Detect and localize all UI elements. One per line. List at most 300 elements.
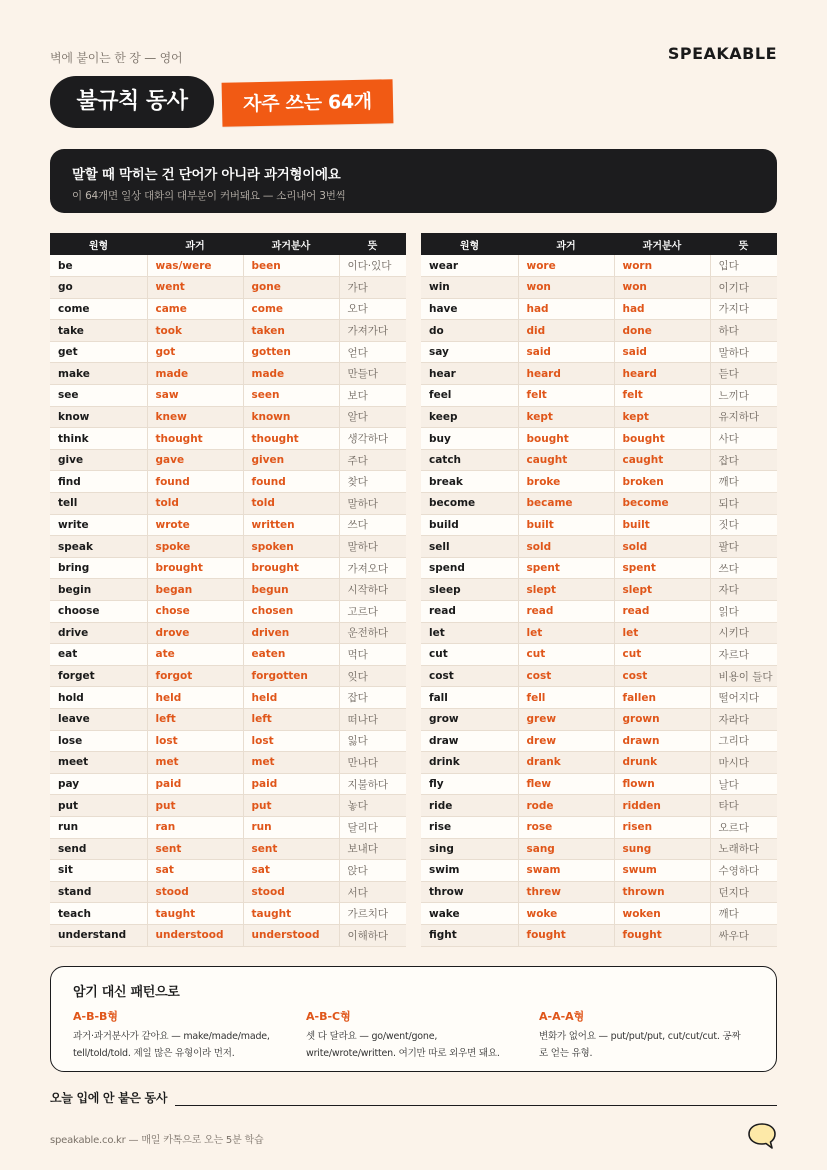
table-row — [421, 385, 777, 407]
verb-past-participle: read — [614, 601, 710, 623]
verb-past-participle: held — [243, 687, 339, 709]
table-row — [50, 341, 406, 363]
verb-meaning: 가지다 — [710, 298, 777, 320]
verb-past: ran — [147, 816, 243, 838]
table-row — [421, 255, 777, 277]
table-row — [421, 536, 777, 558]
verb-meaning: 마시다 — [710, 752, 777, 774]
verb-past: sold — [518, 536, 614, 558]
table-row — [421, 622, 777, 644]
verb-past: brought — [147, 557, 243, 579]
verb-base: take — [50, 320, 147, 342]
verb-past-participle: begun — [243, 579, 339, 601]
table-row — [50, 363, 406, 385]
table-row — [50, 536, 406, 558]
verb-meaning: 만들다 — [339, 363, 406, 385]
verb-base: fly — [421, 773, 518, 795]
verb-past-participle: come — [243, 298, 339, 320]
page-kicker: 벽에 붙이는 한 장 — 영어 — [50, 51, 183, 65]
verb-meaning: 만나다 — [339, 752, 406, 774]
verb-past-participle: heard — [614, 363, 710, 385]
verb-past-participle: written — [243, 514, 339, 536]
table-row — [50, 622, 406, 644]
patterns-heading: 암기 대신 패턴으로 — [73, 985, 180, 1000]
header-base: 원형 — [50, 233, 147, 255]
today-verbs-field — [50, 1089, 777, 1106]
verb-past-participle: understood — [243, 924, 339, 946]
table-row — [50, 665, 406, 687]
verb-past-participle: kept — [614, 406, 710, 428]
verb-past-participle: sung — [614, 838, 710, 860]
verb-past-participle: chosen — [243, 601, 339, 623]
verb-past-participle: flown — [614, 773, 710, 795]
verb-past: forgot — [147, 665, 243, 687]
verb-past: had — [518, 298, 614, 320]
verb-past-participle: done — [614, 320, 710, 342]
verb-past-participle: fallen — [614, 687, 710, 709]
table-row — [421, 471, 777, 493]
verb-past-participle: found — [243, 471, 339, 493]
verb-past: went — [147, 277, 243, 299]
verb-meaning: 생각하다 — [339, 428, 406, 450]
verb-base: find — [50, 471, 147, 493]
verb-past-participle: had — [614, 298, 710, 320]
verb-past: chose — [147, 601, 243, 623]
verb-meaning: 팔다 — [710, 536, 777, 558]
verb-past-participle: cut — [614, 644, 710, 666]
verb-meaning: 읽다 — [710, 601, 777, 623]
verb-base: let — [421, 622, 518, 644]
verb-past-participle: drunk — [614, 752, 710, 774]
verb-base: run — [50, 816, 147, 838]
table-row — [50, 557, 406, 579]
table-row — [50, 687, 406, 709]
verb-meaning: 유지하다 — [710, 406, 777, 428]
verb-meaning: 하다 — [710, 320, 777, 342]
verb-meaning: 타다 — [710, 795, 777, 817]
today-verbs-label: 오늘 입에 안 붙은 동사 — [50, 1091, 168, 1105]
table-row — [50, 752, 406, 774]
verb-meaning: 날다 — [710, 773, 777, 795]
verb-past-participle: risen — [614, 816, 710, 838]
table-row — [421, 557, 777, 579]
verb-past: sat — [147, 860, 243, 882]
verb-meaning: 자다 — [710, 579, 777, 601]
verb-base: wake — [421, 903, 518, 925]
header-past: 과거 — [147, 233, 243, 255]
verb-meaning: 오르다 — [710, 816, 777, 838]
pattern-desc-line: tell/told/told. 제일 많은 유형이라 먼저. — [73, 1048, 235, 1059]
pattern-title: A-B-B형 — [73, 1010, 119, 1023]
verb-past: saw — [147, 385, 243, 407]
verb-base: choose — [50, 601, 147, 623]
verb-base: bring — [50, 557, 147, 579]
verb-past: understood — [147, 924, 243, 946]
speech-bubble-icon — [746, 1121, 778, 1151]
table-row — [421, 363, 777, 385]
verb-meaning: 이다·있다 — [339, 255, 406, 277]
pattern-desc-line: 로 얻는 유형. — [539, 1048, 593, 1059]
verb-meaning: 지불하다 — [339, 773, 406, 795]
verb-past-participle: won — [614, 277, 710, 299]
verb-base: leave — [50, 708, 147, 730]
verb-past: said — [518, 341, 614, 363]
table-row — [50, 708, 406, 730]
verb-past: slept — [518, 579, 614, 601]
verb-past: found — [147, 471, 243, 493]
verb-meaning: 깨다 — [710, 471, 777, 493]
pattern-desc — [539, 1028, 754, 1062]
verb-base: meet — [50, 752, 147, 774]
verb-past: felt — [518, 385, 614, 407]
verb-past: kept — [518, 406, 614, 428]
verb-meaning: 말하다 — [339, 493, 406, 515]
verb-past: sent — [147, 838, 243, 860]
table-row — [421, 514, 777, 536]
verb-past: drove — [147, 622, 243, 644]
verb-base: catch — [421, 449, 518, 471]
verb-meaning: 잃다 — [339, 730, 406, 752]
verb-past-participle: caught — [614, 449, 710, 471]
verb-past: flew — [518, 773, 614, 795]
verb-base: grow — [421, 708, 518, 730]
verb-meaning: 고르다 — [339, 601, 406, 623]
verb-past: ate — [147, 644, 243, 666]
verb-base: drink — [421, 752, 518, 774]
verb-past-participle: paid — [243, 773, 339, 795]
verb-base: rise — [421, 816, 518, 838]
verb-past: stood — [147, 881, 243, 903]
verb-meaning: 보다 — [339, 385, 406, 407]
table-row — [50, 428, 406, 450]
verb-meaning: 잊다 — [339, 665, 406, 687]
verb-base: become — [421, 493, 518, 515]
verb-past: swam — [518, 860, 614, 882]
header-past: 과거 — [518, 233, 614, 255]
verb-past-participle: spent — [614, 557, 710, 579]
verb-meaning: 달리다 — [339, 816, 406, 838]
verb-base: stand — [50, 881, 147, 903]
verb-base: begin — [50, 579, 147, 601]
table-row — [50, 320, 406, 342]
pattern-desc-line: 과거·과거분사가 같아요 — make/made/made, — [73, 1031, 270, 1042]
verb-past: paid — [147, 773, 243, 795]
verb-base: ride — [421, 795, 518, 817]
pattern-title: A-A-A형 — [539, 1010, 585, 1023]
verb-past-participle: driven — [243, 622, 339, 644]
verb-meaning: 이기다 — [710, 277, 777, 299]
header-base: 원형 — [421, 233, 518, 255]
verb-past: caught — [518, 449, 614, 471]
table-row — [421, 406, 777, 428]
verb-base: send — [50, 838, 147, 860]
table-row — [421, 752, 777, 774]
verb-past: thought — [147, 428, 243, 450]
verb-past-participle: felt — [614, 385, 710, 407]
verb-past-participle: sent — [243, 838, 339, 860]
pattern-desc — [73, 1028, 288, 1062]
verb-base: give — [50, 449, 147, 471]
table-row — [50, 298, 406, 320]
verb-meaning: 놓다 — [339, 795, 406, 817]
verb-past: gave — [147, 449, 243, 471]
verb-past: fell — [518, 687, 614, 709]
verb-past-participle: put — [243, 795, 339, 817]
table-row — [50, 579, 406, 601]
verb-base: be — [50, 255, 147, 277]
verb-base: come — [50, 298, 147, 320]
verb-base: go — [50, 277, 147, 299]
verb-past-participle: been — [243, 255, 339, 277]
verb-past-participle: left — [243, 708, 339, 730]
verb-past-participle: taught — [243, 903, 339, 925]
table-row — [50, 644, 406, 666]
verb-base: do — [421, 320, 518, 342]
verb-past-participle: woken — [614, 903, 710, 925]
verb-past: lost — [147, 730, 243, 752]
pattern-aaa — [539, 1008, 754, 1062]
verb-past: read — [518, 601, 614, 623]
pattern-desc-line: 셋 다 달라요 — go/went/gone, — [306, 1031, 438, 1042]
verb-meaning: 가르치다 — [339, 903, 406, 925]
verb-base: spend — [421, 557, 518, 579]
verb-past-participle: become — [614, 493, 710, 515]
pattern-title: A-B-C형 — [306, 1010, 351, 1023]
verb-meaning: 수영하다 — [710, 860, 777, 882]
table-row — [50, 881, 406, 903]
table-row — [421, 860, 777, 882]
verb-meaning: 싸우다 — [710, 924, 777, 946]
verb-past: told — [147, 493, 243, 515]
table-row — [421, 773, 777, 795]
verb-base: put — [50, 795, 147, 817]
verb-past: fought — [518, 924, 614, 946]
verb-meaning: 서다 — [339, 881, 406, 903]
verb-past: rose — [518, 816, 614, 838]
verb-past: knew — [147, 406, 243, 428]
verb-base: lose — [50, 730, 147, 752]
table-row — [421, 795, 777, 817]
banner-headline: 말할 때 막히는 건 단어가 아니라 과거형이에요 — [72, 167, 341, 183]
verb-base: have — [421, 298, 518, 320]
verb-past-participle: brought — [243, 557, 339, 579]
table-row — [50, 514, 406, 536]
verb-past: was/were — [147, 255, 243, 277]
verb-base: teach — [50, 903, 147, 925]
verb-past-participle: taken — [243, 320, 339, 342]
verb-past-participle: sold — [614, 536, 710, 558]
verb-base: keep — [421, 406, 518, 428]
verb-past: became — [518, 493, 614, 515]
table-row — [421, 579, 777, 601]
verb-base: feel — [421, 385, 518, 407]
verb-meaning: 가져오다 — [339, 557, 406, 579]
verb-past-participle: let — [614, 622, 710, 644]
verb-past-participle: drawn — [614, 730, 710, 752]
verb-meaning: 잡다 — [710, 449, 777, 471]
verb-meaning: 듣다 — [710, 363, 777, 385]
verb-past: cost — [518, 665, 614, 687]
verb-past-participle: made — [243, 363, 339, 385]
verb-base: sit — [50, 860, 147, 882]
pattern-abc — [306, 1008, 521, 1062]
table-row — [421, 449, 777, 471]
write-in-line — [175, 1092, 777, 1106]
verb-past-participle: eaten — [243, 644, 339, 666]
table-row — [421, 687, 777, 709]
verb-meaning: 느끼다 — [710, 385, 777, 407]
table-row — [50, 406, 406, 428]
verb-past: took — [147, 320, 243, 342]
verb-meaning: 주다 — [339, 449, 406, 471]
banner-subtext: 이 64개면 일상 대화의 대부분이 커버돼요 — 소리내어 3번씩 — [72, 190, 346, 202]
verb-base: wear — [421, 255, 518, 277]
verb-past: heard — [518, 363, 614, 385]
verb-past: taught — [147, 903, 243, 925]
verb-past-participle: cost — [614, 665, 710, 687]
verb-meaning: 시작하다 — [339, 579, 406, 601]
table-row — [421, 341, 777, 363]
verb-past: spoke — [147, 536, 243, 558]
verb-meaning: 운전하다 — [339, 622, 406, 644]
verb-base: say — [421, 341, 518, 363]
table-header-row — [50, 233, 406, 255]
verb-past: met — [147, 752, 243, 774]
verb-past: spent — [518, 557, 614, 579]
pattern-desc-line: write/wrote/written. 여기만 따로 외우면 돼요. — [306, 1048, 500, 1059]
table-row — [421, 665, 777, 687]
verb-base: get — [50, 341, 147, 363]
table-row — [421, 493, 777, 515]
table-row — [421, 320, 777, 342]
table-row — [421, 838, 777, 860]
verb-meaning: 말하다 — [710, 341, 777, 363]
verb-meaning: 노래하다 — [710, 838, 777, 860]
verb-past: cut — [518, 644, 614, 666]
verb-base: hear — [421, 363, 518, 385]
verb-meaning: 떠나다 — [339, 708, 406, 730]
verb-meaning: 입다 — [710, 255, 777, 277]
verb-base: sleep — [421, 579, 518, 601]
header-past-participle: 과거분사 — [614, 233, 710, 255]
verb-base: build — [421, 514, 518, 536]
verb-past: made — [147, 363, 243, 385]
table-row — [421, 816, 777, 838]
table-row — [50, 385, 406, 407]
verb-base: fight — [421, 924, 518, 946]
verb-past: rode — [518, 795, 614, 817]
verb-base: know — [50, 406, 147, 428]
verb-past: held — [147, 687, 243, 709]
table-row — [50, 773, 406, 795]
verb-meaning: 쓰다 — [710, 557, 777, 579]
verb-base: draw — [421, 730, 518, 752]
verb-past: wrote — [147, 514, 243, 536]
verb-past-participle: given — [243, 449, 339, 471]
verb-meaning: 사다 — [710, 428, 777, 450]
verb-meaning: 알다 — [339, 406, 406, 428]
verb-meaning: 보내다 — [339, 838, 406, 860]
header-meaning: 뜻 — [339, 233, 406, 255]
table-row — [50, 838, 406, 860]
verb-past: won — [518, 277, 614, 299]
verb-past: bought — [518, 428, 614, 450]
verb-past-participle: fought — [614, 924, 710, 946]
pattern-abb — [73, 1008, 288, 1062]
verb-past: let — [518, 622, 614, 644]
verb-base: cost — [421, 665, 518, 687]
verb-past-participle: known — [243, 406, 339, 428]
verb-past: built — [518, 514, 614, 536]
table-row — [50, 471, 406, 493]
table-header-row — [421, 233, 777, 255]
verb-base: think — [50, 428, 147, 450]
verb-table-left — [50, 233, 406, 947]
verb-past: left — [147, 708, 243, 730]
table-row — [421, 903, 777, 925]
table-row — [421, 644, 777, 666]
verb-past: put — [147, 795, 243, 817]
verb-base: make — [50, 363, 147, 385]
table-row — [421, 708, 777, 730]
verb-past: threw — [518, 881, 614, 903]
table-row — [50, 730, 406, 752]
verb-past: woke — [518, 903, 614, 925]
verb-base: tell — [50, 493, 147, 515]
table-row — [50, 601, 406, 623]
table-row — [50, 277, 406, 299]
title-tag: 자주 쓰는 64개 — [222, 79, 394, 127]
verb-meaning: 시키다 — [710, 622, 777, 644]
table-row — [50, 924, 406, 946]
verb-base: break — [421, 471, 518, 493]
verb-past-participle: worn — [614, 255, 710, 277]
verb-past-participle: seen — [243, 385, 339, 407]
verb-meaning: 먹다 — [339, 644, 406, 666]
verb-past: drew — [518, 730, 614, 752]
table-row — [421, 730, 777, 752]
table-row — [421, 601, 777, 623]
verb-past: sang — [518, 838, 614, 860]
verb-past-participle: swum — [614, 860, 710, 882]
verb-meaning: 깨다 — [710, 903, 777, 925]
verb-base: read — [421, 601, 518, 623]
patterns-box — [50, 966, 777, 1072]
verb-meaning: 가다 — [339, 277, 406, 299]
verb-base: sing — [421, 838, 518, 860]
verb-past: began — [147, 579, 243, 601]
verb-past-participle: sat — [243, 860, 339, 882]
verb-past-participle: thought — [243, 428, 339, 450]
verb-past: did — [518, 320, 614, 342]
page-title: 불규칙 동사 — [50, 76, 214, 128]
verb-table-right — [421, 233, 777, 947]
verb-past-participle: bought — [614, 428, 710, 450]
verb-base: throw — [421, 881, 518, 903]
verb-meaning: 쓰다 — [339, 514, 406, 536]
table-row — [50, 860, 406, 882]
verb-base: cut — [421, 644, 518, 666]
verb-past-participle: thrown — [614, 881, 710, 903]
brand-logo: SPEAKABLE — [667, 44, 777, 63]
verb-meaning: 되다 — [710, 493, 777, 515]
verb-meaning: 던지다 — [710, 881, 777, 903]
verb-base: understand — [50, 924, 147, 946]
verb-base: see — [50, 385, 147, 407]
verb-base: drive — [50, 622, 147, 644]
verb-past-participle: lost — [243, 730, 339, 752]
verb-meaning: 오다 — [339, 298, 406, 320]
